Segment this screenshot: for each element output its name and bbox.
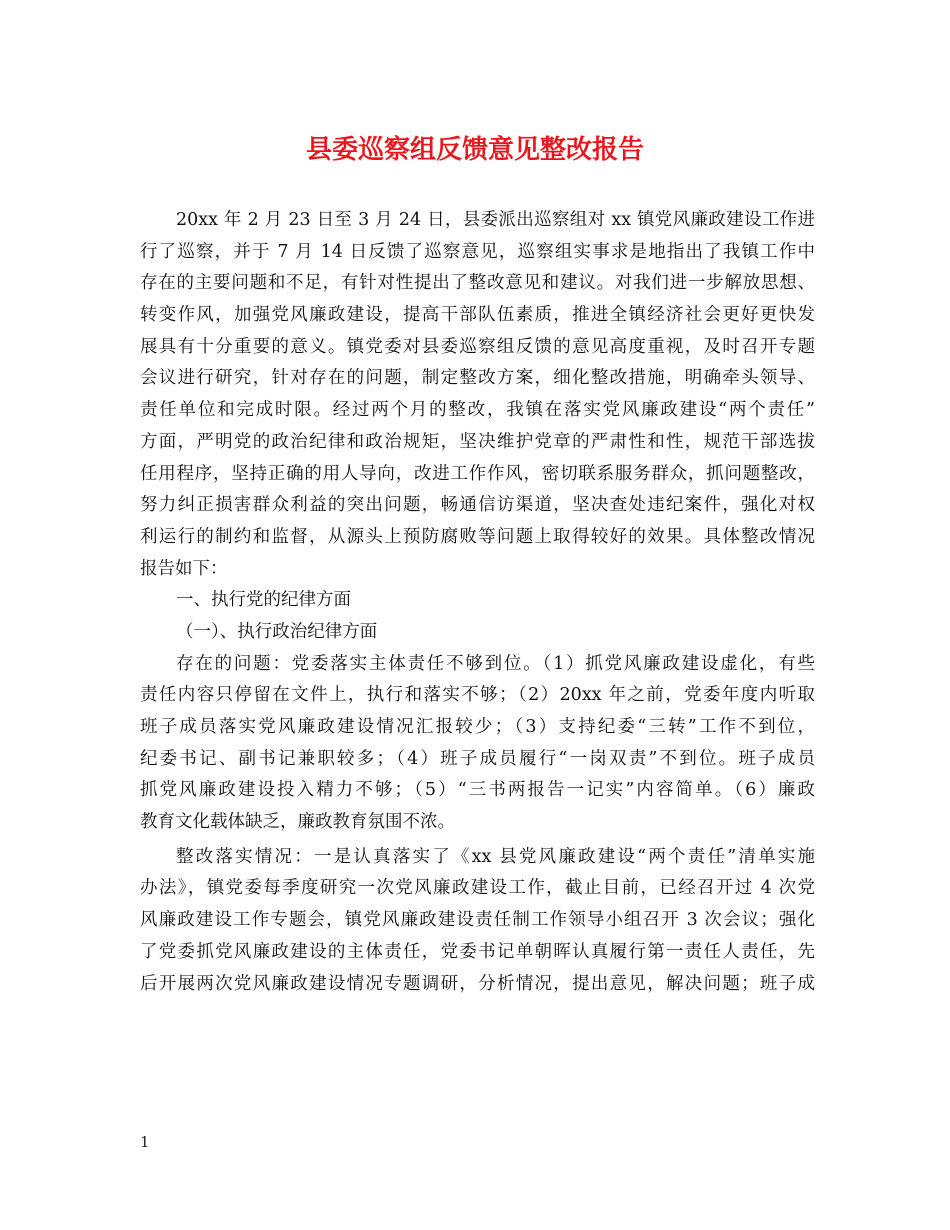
page-number: 1 [140,1133,150,1151]
text-line: 方面，严明党的政治纪律和政治规矩，坚决维护党章的严肃性和性，规范干部选拔 [140,431,815,452]
text-line: 存在的主要问题和不足，有针对性提出了整改意见和建议。对我们进一步解放思想、 [140,273,815,294]
text-line: 了党委抓党风廉政建设的主体责任，党委书记单朝晖认真履行第一责任人责任，先 [140,941,815,962]
text-line: 20xx 年 2 月 23 日至 3 月 24 日，县委派出巡察组对 xx 镇党风廉政建设工作进 [176,210,815,230]
text-line: 行了巡察，并于 7 月 14 日反馈了巡察意见，巡察组实事求是地指出了我镇工作中 [140,241,815,262]
text-line: 展具有十分重要的意义。镇党委对县委巡察组反馈的意见高度重视，及时召开专题 [140,336,815,357]
text-line: 班子成员落实党风廉政建设情况汇报较少；（3）支持纪委“三转”工作不到位， [140,717,815,737]
document-title: 县委巡察组反馈意见整改报告 [305,135,644,165]
text-line: 教育文化载体缺乏，廉政教育氛围不浓。 [140,812,455,833]
text-line: 风廉政建设工作专题会，镇党风廉政建设责任制工作领导小组召开 3 次会议；强化 [140,910,815,931]
text-line: 纪委书记、副书记兼职较多；（4）班子成员履行“一岗双责”不到位。班子成员 [140,748,815,769]
document-body [140,205,815,1000]
text-line: 后开展两次党风廉政建设情况专题调研，分析情况，提出意见，解决问题；班子成 [140,973,815,994]
text-line: 责任单位和完成时限。经过两个月的整改，我镇在落实党风廉政建设“两个责任” [140,400,815,421]
text-line: 会议进行研究，针对存在的问题，制定整改方案，细化整改措施，明确牵头领导、 [140,368,815,389]
text-line: 报告如下： [140,558,228,579]
text-line: 存在的问题：党委落实主体责任不够到位。（1）抓党风廉政建设虚化，有些 [176,653,815,674]
text-line: 责任内容只停留在文件上，执行和落实不够；（2）20xx 年之前，党委年度内听取 [140,685,815,706]
text-line: 努力纠正损害群众利益的突出问题，畅通信访渠道，坚决查处违纪案件，强化对权 [140,495,815,516]
text-line: 转变作风，加强党风廉政建设，提高干部队伍素质，推进全镇经济社会更好更快发 [140,305,815,326]
text-line: 整改落实情况：一是认真落实了《xx 县党风廉政建设“两个责任”清单实施 [176,846,815,867]
section-heading: 一、执行党的纪律方面 [176,590,351,611]
text-line: 任用程序，坚持正确的用人导向，改进工作作风，密切联系服务群众，抓问题整改， [140,463,815,484]
text-line: 办法》，镇党委每季度研究一次党风廉政建设工作，截止目前，已经召开过 4 次党 [140,878,815,899]
text-line: 抓党风廉政建设投入精力不够；（5）“三书两报告一记实”内容简单。（6）廉政 [140,780,815,801]
subsection-heading: （一）、执行政治纪律方面 [176,621,378,642]
text-line: 利运行的制约和监督，从源头上预防腐败等问题上取得较好的效果。具体整改情况 [140,526,815,547]
